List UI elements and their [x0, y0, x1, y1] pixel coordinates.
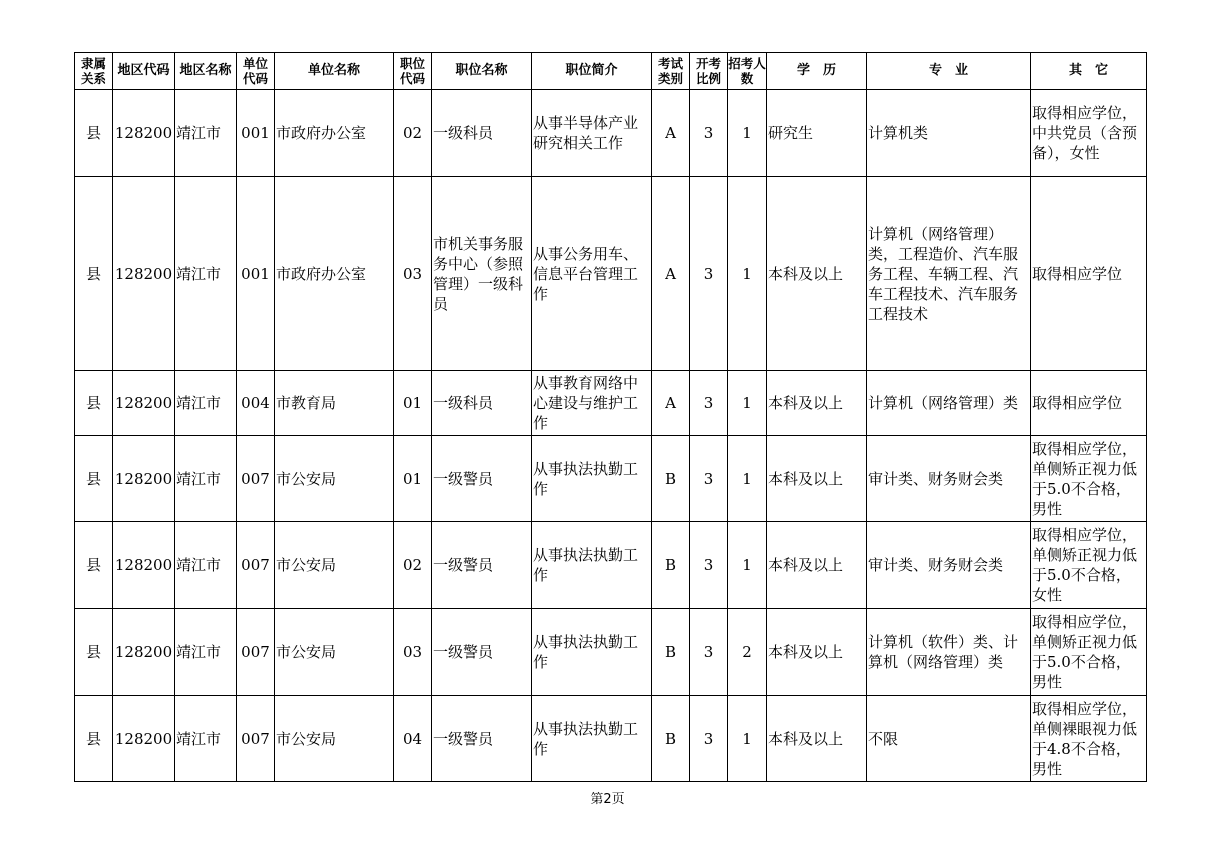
page-number: 第2页 — [590, 792, 625, 807]
header-affiliation: 隶属关系 — [75, 53, 113, 90]
recruit-count-cell: 1 — [728, 522, 767, 609]
exam-ratio-cell: 3 — [690, 609, 728, 696]
header-education: 学 历 — [767, 53, 867, 90]
position-code-cell: 01 — [394, 436, 432, 522]
region-code-cell: 128200 — [113, 522, 175, 609]
table-row — [75, 696, 1147, 782]
exam-ratio-cell: 3 — [690, 522, 728, 609]
region-code-cell: 128200 — [113, 436, 175, 522]
position-code-cell: 01 — [394, 371, 432, 436]
affiliation-cell: 县 — [75, 696, 113, 782]
unit-code-cell: 004 — [237, 371, 275, 436]
other-cell: 取得相应学位，单侧矫正视力低于5.0不合格，男性 — [1031, 609, 1147, 696]
education-cell: 本科及以上 — [767, 609, 867, 696]
position-name-cell: 一级科员 — [432, 90, 532, 177]
affiliation-cell: 县 — [75, 436, 113, 522]
exam-ratio-cell: 3 — [690, 90, 728, 177]
position-code-cell: 04 — [394, 696, 432, 782]
major-cell: 审计类、财务财会类 — [867, 522, 1031, 609]
exam-category-cell: B — [652, 696, 690, 782]
header-unit-name: 单位名称 — [275, 53, 394, 90]
recruit-count-cell: 1 — [728, 436, 767, 522]
unit-code-cell: 007 — [237, 696, 275, 782]
table-row — [75, 522, 1147, 609]
job-table — [74, 52, 1147, 782]
recruit-count-cell: 2 — [728, 609, 767, 696]
exam-ratio-cell: 3 — [690, 436, 728, 522]
major-cell: 计算机类 — [867, 90, 1031, 177]
recruit-count-cell: 1 — [728, 371, 767, 436]
position-name-cell: 市机关事务服务中心（参照管理）一级科员 — [432, 177, 532, 371]
education-cell: 本科及以上 — [767, 177, 867, 371]
exam-category-cell: A — [652, 90, 690, 177]
region-code-cell: 128200 — [113, 90, 175, 177]
header-other: 其 它 — [1031, 53, 1147, 90]
table-row — [75, 609, 1147, 696]
recruit-count-cell: 1 — [728, 696, 767, 782]
education-cell: 研究生 — [767, 90, 867, 177]
header-region-name: 地区名称 — [175, 53, 237, 90]
region-name-cell: 靖江市 — [175, 371, 237, 436]
other-cell: 取得相应学位，中共党员（含预备），女性 — [1031, 90, 1147, 177]
position-name-cell: 一级警员 — [432, 522, 532, 609]
position-intro-cell: 从事执法执勤工作 — [532, 522, 652, 609]
unit-code-cell: 007 — [237, 609, 275, 696]
exam-ratio-cell: 3 — [690, 177, 728, 371]
unit-code-cell: 001 — [237, 90, 275, 177]
major-cell: 不限 — [867, 696, 1031, 782]
table-row — [75, 436, 1147, 522]
other-cell: 取得相应学位，单侧裸眼视力低于4.8不合格，男性 — [1031, 696, 1147, 782]
exam-category-cell: A — [652, 177, 690, 371]
major-cell: 审计类、财务财会类 — [867, 436, 1031, 522]
position-intro-cell: 从事执法执勤工作 — [532, 696, 652, 782]
position-intro-cell: 从事公务用车、信息平台管理工作 — [532, 177, 652, 371]
affiliation-cell: 县 — [75, 90, 113, 177]
header-position-name: 职位名称 — [432, 53, 532, 90]
affiliation-cell: 县 — [75, 177, 113, 371]
recruit-count-cell: 1 — [728, 177, 767, 371]
education-cell: 本科及以上 — [767, 522, 867, 609]
exam-category-cell: B — [652, 436, 690, 522]
affiliation-cell: 县 — [75, 609, 113, 696]
exam-ratio-cell: 3 — [690, 696, 728, 782]
education-cell: 本科及以上 — [767, 436, 867, 522]
exam-category-cell: B — [652, 522, 690, 609]
position-code-cell: 03 — [394, 609, 432, 696]
exam-category-cell: B — [652, 609, 690, 696]
header-region-code: 地区代码 — [113, 53, 175, 90]
other-cell: 取得相应学位，单侧矫正视力低于5.0不合格，女性 — [1031, 522, 1147, 609]
header-row — [75, 53, 1147, 90]
table-row — [75, 177, 1147, 371]
position-name-cell: 一级警员 — [432, 436, 532, 522]
unit-name-cell: 市公安局 — [275, 522, 394, 609]
other-cell: 取得相应学位 — [1031, 371, 1147, 436]
unit-name-cell: 市政府办公室 — [275, 177, 394, 371]
table-row — [75, 371, 1147, 436]
unit-code-cell: 007 — [237, 522, 275, 609]
major-cell: 计算机（网络管理）类 — [867, 371, 1031, 436]
region-name-cell: 靖江市 — [175, 177, 237, 371]
position-code-cell: 03 — [394, 177, 432, 371]
other-cell: 取得相应学位，单侧矫正视力低于5.0不合格，男性 — [1031, 436, 1147, 522]
education-cell: 本科及以上 — [767, 371, 867, 436]
unit-code-cell: 007 — [237, 436, 275, 522]
exam-category-cell: A — [652, 371, 690, 436]
header-exam-category: 考试类别 — [652, 53, 690, 90]
position-intro-cell: 从事执法执勤工作 — [532, 436, 652, 522]
position-code-cell: 02 — [394, 90, 432, 177]
affiliation-cell: 县 — [75, 371, 113, 436]
region-name-cell: 靖江市 — [175, 522, 237, 609]
unit-code-cell: 001 — [237, 177, 275, 371]
header-major: 专 业 — [867, 53, 1031, 90]
table-row — [75, 90, 1147, 177]
exam-ratio-cell: 3 — [690, 371, 728, 436]
region-name-cell: 靖江市 — [175, 90, 237, 177]
region-name-cell: 靖江市 — [175, 436, 237, 522]
header-recruit-count: 招考人数 — [728, 53, 767, 90]
region-code-cell: 128200 — [113, 696, 175, 782]
header-position-intro: 职位简介 — [532, 53, 652, 90]
unit-name-cell: 市公安局 — [275, 696, 394, 782]
recruit-count-cell: 1 — [728, 90, 767, 177]
unit-name-cell: 市教育局 — [275, 371, 394, 436]
position-code-cell: 02 — [394, 522, 432, 609]
header-unit-code: 单位代码 — [237, 53, 275, 90]
position-name-cell: 一级警员 — [432, 696, 532, 782]
affiliation-cell: 县 — [75, 522, 113, 609]
position-intro-cell: 从事半导体产业研究相关工作 — [532, 90, 652, 177]
other-cell: 取得相应学位 — [1031, 177, 1147, 371]
region-code-cell: 128200 — [113, 177, 175, 371]
unit-name-cell: 市公安局 — [275, 436, 394, 522]
unit-name-cell: 市公安局 — [275, 609, 394, 696]
unit-name-cell: 市政府办公室 — [275, 90, 394, 177]
position-name-cell: 一级科员 — [432, 371, 532, 436]
region-code-cell: 128200 — [113, 371, 175, 436]
header-position-code: 职位代码 — [394, 53, 432, 90]
position-intro-cell: 从事教育网络中心建设与维护工作 — [532, 371, 652, 436]
education-cell: 本科及以上 — [767, 696, 867, 782]
position-name-cell: 一级警员 — [432, 609, 532, 696]
header-exam-ratio: 开考比例 — [690, 53, 728, 90]
region-code-cell: 128200 — [113, 609, 175, 696]
position-intro-cell: 从事执法执勤工作 — [532, 609, 652, 696]
major-cell: 计算机（软件）类、计算机（网络管理）类 — [867, 609, 1031, 696]
region-name-cell: 靖江市 — [175, 609, 237, 696]
region-name-cell: 靖江市 — [175, 696, 237, 782]
major-cell: 计算机（网络管理）类，工程造价、汽车服务工程、车辆工程、汽车工程技术、汽车服务工程技术 — [867, 177, 1031, 371]
